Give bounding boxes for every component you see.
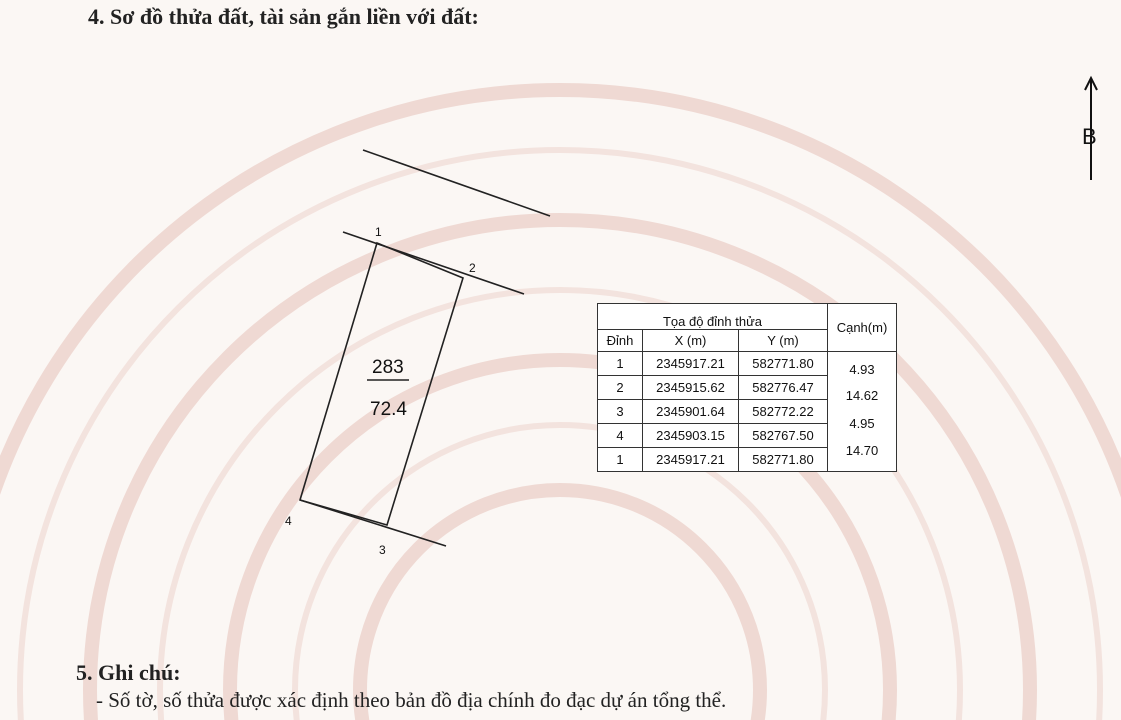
edge-length: 14.70 <box>845 443 879 458</box>
north-label: B <box>1082 124 1097 149</box>
vertex-label-2: 2 <box>469 261 476 275</box>
table-row: 1 2345917.21 582771.80 4.93 14.62 4.95 14.70 <box>598 352 897 376</box>
section-4-title: 4. Sơ đồ thửa đất, tài sản gắn liền với đất: <box>88 4 479 29</box>
edge-length: 14.62 <box>845 388 879 403</box>
x-header: X (m) <box>643 330 739 352</box>
edge-header: Cạnh(m) <box>828 304 897 352</box>
edge-lengths-cell <box>828 352 897 472</box>
table-row: 2 2345915.62 582776.47 <box>598 376 897 400</box>
parcel-area: 72.4 <box>370 399 407 420</box>
table-group-header: Tọa độ đỉnh thửa <box>598 304 828 330</box>
edge-length: 4.95 <box>849 416 875 431</box>
edge-length: 4.93 <box>849 362 875 377</box>
parcel-number: 283 <box>372 357 404 378</box>
parcel-outline <box>300 243 463 525</box>
top-extension-line <box>343 232 524 294</box>
neighbor-boundary-line <box>363 150 550 216</box>
coordinate-table <box>597 303 897 472</box>
vertex-label-1: 1 <box>375 225 382 239</box>
table-row: 4 2345903.15 582767.50 <box>598 424 897 448</box>
section-5-title: 5. Ghi chú: <box>76 660 181 685</box>
y-header: Y (m) <box>739 330 828 352</box>
vertex-label-3: 3 <box>379 543 386 557</box>
table-row: 3 2345901.64 582772.22 <box>598 400 897 424</box>
note-text: - Số tờ, số thửa được xác định theo bản đồ địa chính đo đạc dự án tổng thể. <box>96 688 727 712</box>
table-row: 1 2345917.21 582771.80 <box>598 448 897 472</box>
vertex-label-4: 4 <box>285 514 292 528</box>
vertex-header: Đỉnh <box>598 330 643 352</box>
